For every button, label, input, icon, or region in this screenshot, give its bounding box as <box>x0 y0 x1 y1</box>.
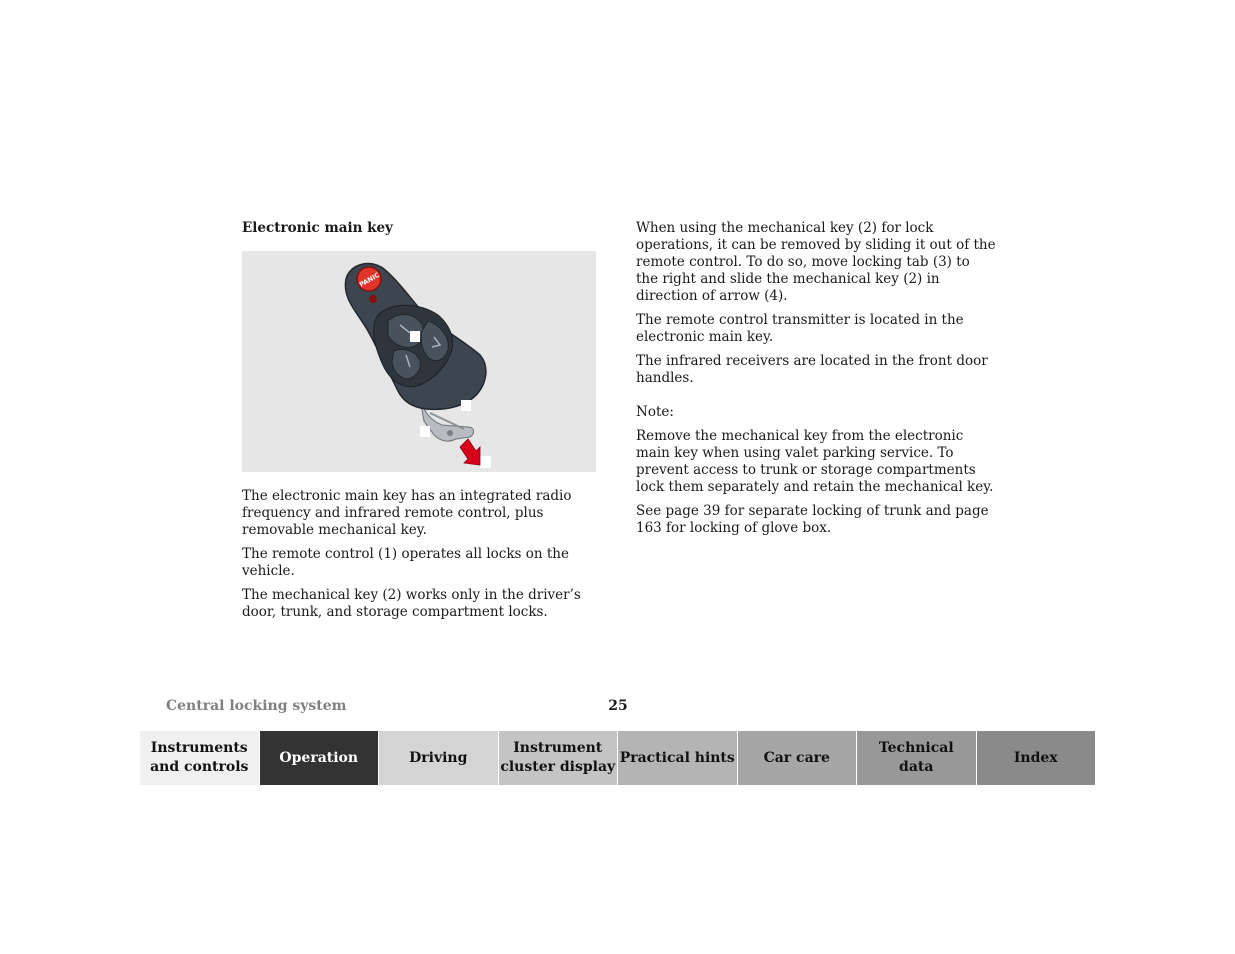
callout-marker-3 <box>420 426 430 437</box>
callout-marker-2 <box>461 400 471 411</box>
nav-tab-instrument-cluster-display[interactable]: Instrument cluster display <box>499 731 619 785</box>
panic-button-label: PANIC <box>358 270 381 289</box>
left-column <box>242 220 598 628</box>
note-label: Note: <box>636 404 674 420</box>
note-paragraph-2: See page 39 for separate locking of trunk and page 163 for locking of glove box. <box>636 503 989 536</box>
nav-tab-practical-hints[interactable]: Practical hints <box>618 731 738 785</box>
right-paragraph-2: The remote control transmitter is located in the electronic main key. <box>636 312 964 345</box>
right-paragraph-3: The infrared receivers are located in the front door handles. <box>636 353 988 386</box>
callout-marker-1 <box>410 331 420 342</box>
key-illustration <box>242 251 596 472</box>
section-heading: Electronic main key <box>242 220 393 236</box>
nav-tab-index[interactable]: Index <box>977 731 1096 785</box>
left-paragraph-2: The remote control (1) operates all locks on the vehicle. <box>242 546 569 579</box>
right-column <box>636 220 996 544</box>
footer-section-title: Central locking system <box>166 698 347 714</box>
nav-tab-car-care[interactable]: Car care <box>738 731 858 785</box>
nav-tab-driving[interactable]: Driving <box>379 731 499 785</box>
left-paragraph-1: The electronic main key has an integrated radio frequency and infrared remote control, plus removable mechanical key. <box>242 488 572 538</box>
left-paragraph-3: The mechanical key (2) works only in the driver’s door, trunk, and storage compartment locks. <box>242 587 581 620</box>
chapter-nav <box>140 731 1095 785</box>
panic-button <box>357 267 381 291</box>
direction-arrow <box>460 439 480 465</box>
callout-marker-4 <box>480 456 491 468</box>
nav-tab-technical-data[interactable]: Technical data <box>857 731 977 785</box>
nav-tab-instruments-and-controls[interactable]: Instruments and controls <box>140 731 260 785</box>
right-paragraph-1: When using the mechanical key (2) for lock operations, it can be removed by sliding it out of the remote control. To do so, move locking tab (3) to the right and slide the mechanical key (2) in direction of arrow (4). <box>636 220 996 304</box>
key-drawing <box>242 251 596 472</box>
nav-tab-operation[interactable]: Operation <box>260 731 380 785</box>
note-paragraph-1: Remove the mechanical key from the electronic main key when using valet parking service. To prevent access to trunk or storage compartments lock them separately and retain the mechanical key. <box>636 428 994 495</box>
page-number: 25 <box>608 698 628 714</box>
